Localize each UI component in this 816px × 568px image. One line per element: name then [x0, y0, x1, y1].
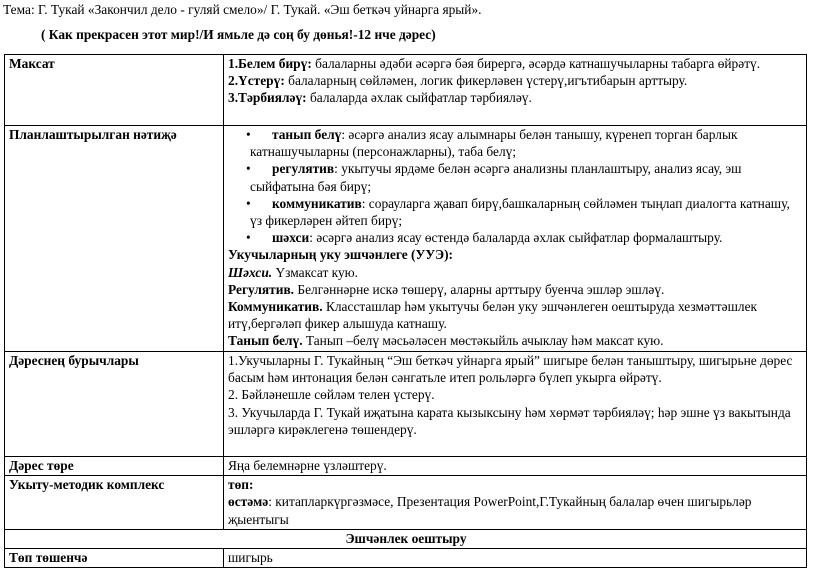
- outcome-4-head: шәхси: [272, 230, 310, 246]
- outcome-bullet-1: [228, 126, 803, 160]
- label-topshenchA: Төп төшенчә: [5, 549, 224, 568]
- outcome-4-text: : әсәргә анализ ясау өстендә балаларда әхлак сыйфатлар формалаштыру.: [309, 230, 723, 246]
- uue-cognitive-head: Танып белү.: [228, 333, 303, 349]
- row-buryclar: [5, 352, 807, 457]
- uue-regulative: [228, 281, 803, 298]
- row-kompleks: [5, 476, 807, 530]
- row-topshenchA: [5, 549, 807, 568]
- value-tore: Яңа белемнәрне үзләштерү.: [224, 457, 807, 476]
- outcome-bullet-3: [228, 195, 803, 229]
- row-eshchanlek: [5, 529, 807, 548]
- kompleks-top: төп:: [228, 477, 254, 493]
- uue-personal-text: Үзмаксат кую.: [272, 264, 359, 280]
- value-topshenchA: шигырь: [224, 549, 807, 568]
- outcome-1-head: танып белү: [272, 127, 342, 142]
- goal-3: [228, 89, 803, 106]
- label-buryclar: Дәреснең бурычлары: [5, 352, 224, 457]
- uue-personal: [228, 264, 803, 281]
- bullet-dot-icon: •: [246, 195, 251, 211]
- uue-personal-head: Шәхси.: [228, 264, 273, 280]
- task-3: 3. Укучыларда Г. Тукай иҗатына карата кызыксыну һәм хөрмәт тәрбияләү; һәр эшне үз вакытында эшләргә кирәклегенә төшендерү.: [228, 404, 791, 437]
- topic-line: Тема: Г. Тукай «Закончил дело - гуляй смело»/ Г. Тукай. «Эш беткәч уйнарга ярый».: [3, 2, 482, 17]
- goal-2: [228, 72, 803, 89]
- bullet-dot-icon: •: [246, 127, 251, 142]
- outcome-bullet-2: [228, 160, 803, 194]
- task-1: 1.Укучыларны Г. Тукайның “Эш беткәч уйнарга ярый” шигыре белән таныштыру, шигырьне дөрес басым һәм интонация белән сәнгатьле итеп рольләргә бүлеп укырга өйрәтү.: [228, 353, 793, 386]
- label-maksat: Максат: [5, 55, 224, 126]
- label-natija: Планлаштырылган нәтиҗә: [5, 126, 224, 352]
- kompleks-ostama-head: өстәмә: [228, 494, 269, 510]
- uue-communicative-text: Классташлар һәм укытучы белән уку эшчәнлеген оештыруда хезмәттәшлек итү,бергәләп фикер алышуда катнашу.: [228, 299, 758, 332]
- uue-communicative: [228, 298, 803, 332]
- label-tore: Дәрес төре: [5, 457, 224, 476]
- uue-cognitive-text: Танып –белү мәсьәләсен мөстәкыйль ачыклау һәм максат кую.: [302, 333, 664, 349]
- task-2: 2. Бәйләнешле сөйләм телен үстерү.: [228, 387, 435, 403]
- section-eshchanlek: Эшчәнлек оештыру: [5, 529, 807, 548]
- value-natija: [224, 126, 807, 352]
- outcome-2-text: : укытучы ярдәме белән әсәргә анализны планлаштыру, анализ ясау, эш сыйфатына бәя бирү;: [250, 161, 742, 194]
- lesson-plan-table: [4, 54, 807, 568]
- uue-heading: Укучыларның уку эшчәнлеге (УУЭ):: [228, 247, 453, 263]
- goal-1-head: 1.Белем бирү:: [228, 56, 312, 71]
- outcome-3-head: коммуникатив: [272, 195, 362, 211]
- goal-3-head: 3.Тәрбияләү:: [228, 90, 307, 106]
- label-kompleks: Укыту-методик комплекс: [5, 476, 224, 530]
- value-maksat: [224, 55, 807, 126]
- row-tore: [5, 457, 807, 476]
- uue-regulative-text: Белгәннәрне искә төшерү, аларны арттыру буенча эшләр эшләү.: [294, 281, 665, 297]
- goal-1: [228, 55, 803, 72]
- uue-cognitive: [228, 332, 803, 349]
- outcome-2-head: регулятив: [272, 161, 335, 177]
- uue-regulative-head: Регулятив.: [228, 281, 295, 297]
- lesson-subtitle: ( Как прекрасен этот мир!/И ямьле дә соң бу дөнья!-12 нче дәрес): [41, 27, 436, 42]
- goal-2-text: балаларның сөйләмен, логик фикерләвен үстерү,игътибарын арттыру.: [284, 73, 688, 89]
- uue-communicative-head: Коммуникатив.: [228, 299, 323, 315]
- value-buryclar: [224, 352, 807, 457]
- kompleks-ostama: [228, 493, 803, 527]
- goal-1-text: балаларны әдәби әсәргә бәя бирергә, әсәрдә катнашучыларны табарга өйрәтү.: [311, 56, 761, 71]
- outcome-1-text: : әсәргә анализ ясау алымнары белән танышу, күренеп торган барлык катнашучыларны (персонажларны), таба белү;: [250, 127, 738, 160]
- value-kompleks: [224, 476, 807, 530]
- goal-3-text: балаларда әхлак сыйфатлар тәрбияләү.: [306, 90, 532, 106]
- row-natija: [5, 126, 807, 352]
- kompleks-ostama-text: : китапларкүргәзмәсе, Презентация PowerPoint,Г.Тукайның балалар өчен шигырьләр җыентыгы: [228, 494, 752, 527]
- outcome-bullet-4: [228, 229, 803, 246]
- goal-2-head: 2.Үстерү:: [228, 73, 285, 89]
- row-maksat: [5, 55, 807, 126]
- bullet-dot-icon: •: [246, 230, 251, 246]
- outcome-3-text: : сорауларга җавап бирү,башкаларның сөйләмен тыңлап диалогта катнашу, үз фикерләрен әйтеп бирү;: [250, 195, 790, 229]
- bullet-dot-icon: •: [246, 161, 251, 177]
